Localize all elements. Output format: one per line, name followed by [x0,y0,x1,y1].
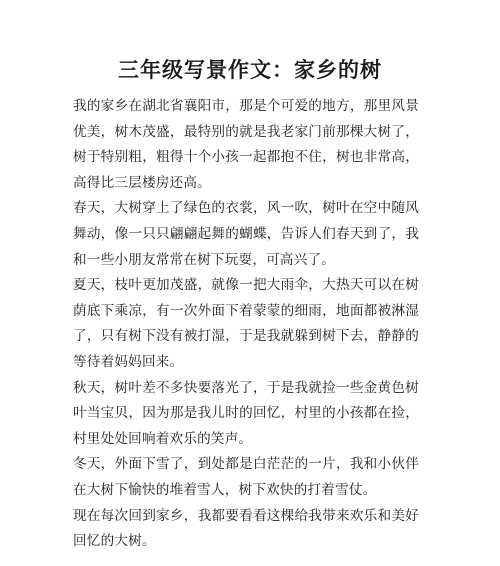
paragraph-summer: 夏天，枝叶更加茂盛，就像一把大雨伞，大热天可以在树荫底下乘凉，有一次外面下着蒙蒙的细雨，地面都被淋湿了，只有树下没有被打湿，于是我就躲到树下去，静静的等待着妈妈回来。 [73,277,419,370]
document-title: 三年级写景作文：家乡的树 [118,58,382,82]
paragraph-autumn: 秋天，树叶差不多快要落光了，于是我就捡一些金黄色树叶当宝贝，因为那是我儿时的回忆，村里的小孩都在捡，村里处处回响着欢乐的笑声。 [73,379,419,447]
paragraph-winter: 冬天，外面下雪了，到处都是白茫茫的一片，我和小伙伴在大树下愉快的堆着雪人，树下欢快的打着雪仗。 [73,456,419,498]
paragraph-intro: 我的家乡在湖北省襄阳市，那是个可爱的地方，那里风景优美，树木茂盛，最特别的就是我老家门前那棵大树了，树于特别粗，粗得十个小孩一起都抱不住，树也非常高，高得比三层楼房还高。 [73,98,419,191]
paragraph-spring: 春天，大树穿上了绿色的衣裳，风一吹，树叶在空中随风舞动，像一只只翩翩起舞的蝴蝶，告诉人们春天到了，我和一些小朋友常常在树下玩耍，可高兴了。 [73,200,419,268]
paragraph-conclusion: 现在每次回到家乡，我都要看看这棵给我带来欢乐和美好回忆的大树。 [73,507,419,550]
document-body [73,94,419,555]
